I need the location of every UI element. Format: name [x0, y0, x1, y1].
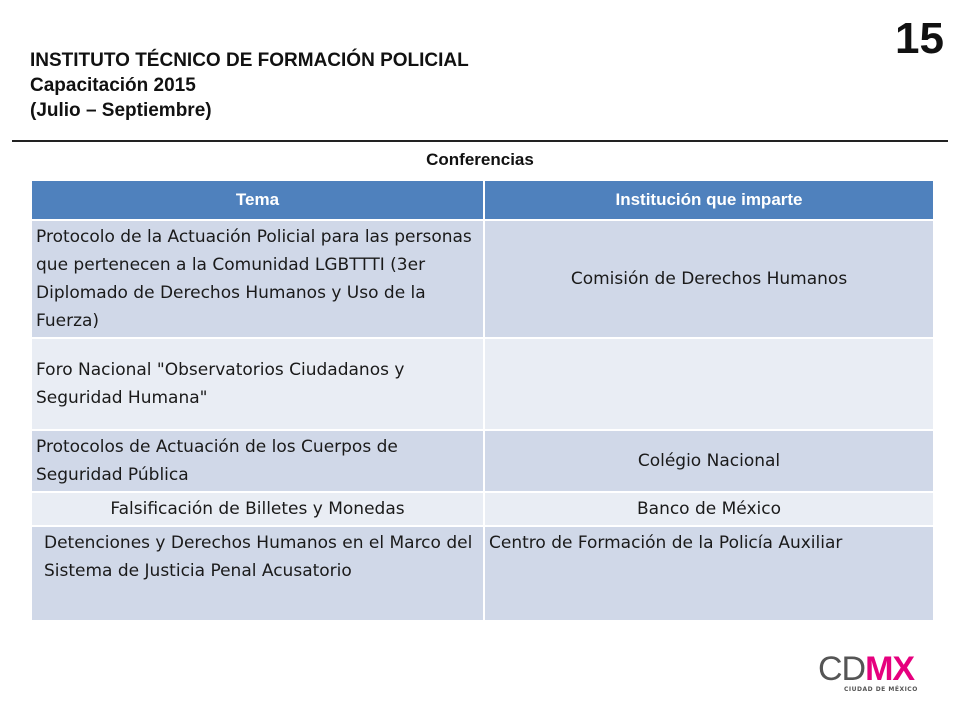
table-row	[32, 492, 934, 526]
logo-text-cd: CD	[818, 650, 866, 688]
column-header-tema: Tema	[32, 181, 484, 220]
cell-institucion	[484, 338, 934, 430]
cell-institucion: Colégio Nacional	[484, 430, 934, 492]
cell-tema: Protocolo de la Actuación Policial para las personas que pertenecen a la Comunidad LGBTTTI (3er Diplomado de Derechos Humanos y Uso de la Fuerza)	[32, 220, 484, 338]
conferences-table	[32, 181, 935, 620]
institute-name: INSTITUTO TÉCNICO DE FORMACIÓN POLICIAL	[30, 50, 469, 71]
table-row	[32, 338, 934, 430]
cell-tema: Falsificación de Billetes y Monedas	[32, 492, 484, 526]
table-row	[32, 220, 934, 338]
logo-subtitle: CIUDAD DE MÉXICO	[844, 686, 918, 693]
slide-number: 15	[895, 14, 944, 63]
column-header-institucion: Institución que imparte	[484, 181, 934, 220]
logo-text-mx: MX	[865, 650, 915, 688]
training-period: (Julio – Septiembre)	[30, 100, 212, 121]
cell-institucion: Centro de Formación de la Policía Auxiliar	[484, 526, 934, 620]
table-header-row	[32, 181, 934, 220]
table-row	[32, 430, 934, 492]
document-header	[30, 48, 469, 123]
header-divider	[12, 140, 948, 142]
cell-tema: Foro Nacional "Observatorios Ciudadanos y Seguridad Humana"	[32, 338, 484, 430]
training-year: Capacitación 2015	[30, 75, 196, 96]
cell-tema: Protocolos de Actuación de los Cuerpos de Seguridad Pública	[32, 430, 484, 492]
table-row	[32, 526, 934, 620]
section-title: Conferencias	[426, 150, 534, 169]
cdmx-logo	[818, 652, 930, 692]
cell-institucion: Banco de México	[484, 492, 934, 526]
cell-institucion: Comisión de Derechos Humanos	[484, 220, 934, 338]
cell-tema: Detenciones y Derechos Humanos en el Marco del Sistema de Justicia Penal Acusatorio	[32, 526, 484, 620]
